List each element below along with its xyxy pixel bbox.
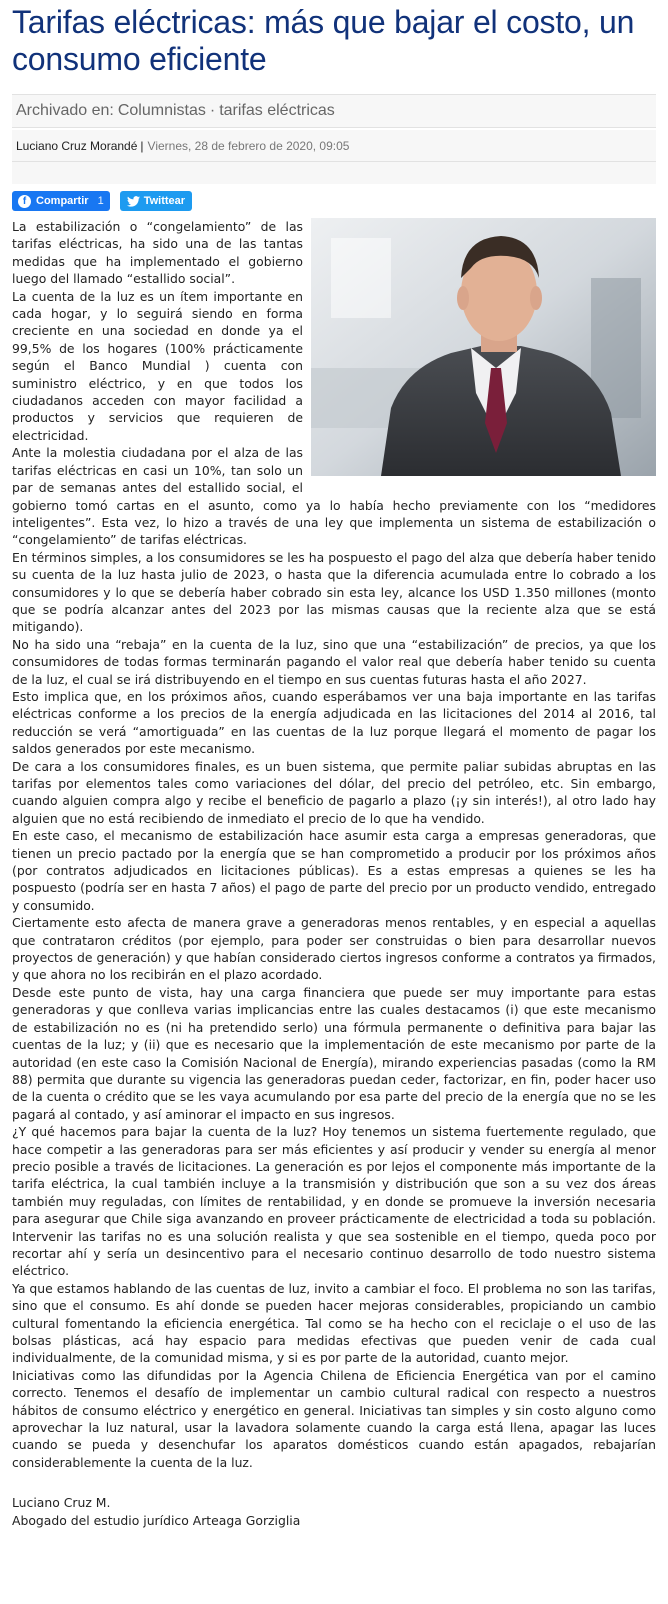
twitter-share-label: Twittear xyxy=(143,195,186,207)
article-paragraph: La cuenta de la luz es un ítem importante en cada hogar, y lo seguirá siendo en forma creciente en una sociedad en donde ya el 99,5% de los hogares (100% prácticamente según el Banco Mundial ) cuenta con suministro eléctrico, y en que todos los ciudadanos acceden con mayor facilidad a productos y servicios que requieren de electricidad. xyxy=(12,288,303,443)
article-paragraph: No ha sido una “rebaja” en la cuenta de la luz, sino que una “estabilización” de precios, ya que los consumidores de todas formas terminarán pagando el valor real que debería haber tenido su cuenta de la luz, el cual se irá distribuyendo en el tiempo en sus cuentas futuras hasta el año 2027. xyxy=(12,636,656,687)
article-paragraph: Ante la molestia ciudadana por el alza de las tarifas eléctricas en casi un 10%, tan solo un par de semanas antes del estallido social, el gobierno tomó cartas en el asunto, como ya lo había hecho previamente con los “medidores inteligentes”. Esta vez, lo hizo a través de una ley que implementa un sistema de estabilización o “congelamiento” de tarifas eléctricas. xyxy=(12,445,656,548)
article-paragraph: De cara a los consumidores finales, es un buen sistema, que permite paliar subidas abruptas en las tarifas por elementos tales como variaciones del dólar, del precio del petróleo, etc. Sin embargo, cuando alguien compra algo y recibe el beneficio de pagarlo a plazo (¡y sin interés!), al otro lado hay alguien que no está recibiendo de inmediato el precio de lo que ha vendido. xyxy=(12,758,656,826)
author-photo xyxy=(311,218,656,476)
byline xyxy=(12,130,656,162)
signature xyxy=(12,1494,656,1530)
category-link-tarifas-electricas[interactable]: tarifas eléctricas xyxy=(219,102,335,119)
facebook-share-button[interactable] xyxy=(12,191,110,211)
byline-date: Viernes, 28 de febrero de 2020, 09:05 xyxy=(147,138,350,153)
twitter-share-button[interactable] xyxy=(120,191,192,211)
category-separator: · xyxy=(209,102,216,119)
article-paragraph: Ya que estamos hablando de las cuentas de luz, invito a cambiar el foco. El problema no son las tarifas, sino que el consumo. Es ahí donde se pueden hacer mejoras considerables, propiciando un cambio cultural fomentando la eficiencia energética. Tal como se ha hecho con el reciclaje o el uso de las bolsas plásticas, acá hay espacio para medidas efectivas que pueden venir de cada cual individualmente, de la comunidad misma, y si es por parte de la autoridad, cuanto mejor. xyxy=(12,1280,656,1366)
article-paragraph: ¿Y qué hacemos para bajar la cuenta de la luz? Hoy tenemos un sistema fuertemente regulado, que hace competir a las generadoras para ser más eficientes y así producir y vender su energía al menor precio posible a través de licitaciones. La generación es por lejos el componente más importante de la tarifa eléctrica, la cual también incluye a la transmisión y distribución que son a su vez dos áreas también muy reguladas, con límites de rentabilidad, y en donde se promueve la inversión necesaria para asegurar que Chile siga avanzando en proveer prácticamente de electricidad a toda su población. Intervenir las tarifas no es una solución realista y que sea sostenible en el tiempo, queda poco por recortar ahí y sería un desincentivo para el necesario continuo desarrollo de todo nuestro sistema eléctrico. xyxy=(12,1124,656,1279)
article-paragraph: Iniciativas como las difundidas por la Agencia Chilena de Eficiencia Energética van por el camino correcto. Tenemos el desafío de implementar un cambio cultural radical con respecto a nuestros hábitos de consumo eléctrico y energético en general. Iniciativas tan simples y sin costo alguno como aprovechar la luz natural, usar la lavadora solamente cuando la carga está llena, apagar las luces cuando se pueda y desenchufar los aparatos domésticos cuando están apagados, rebajarían considerablemente la cuenta de la luz. xyxy=(12,1367,656,1470)
byline-author: Luciano Cruz Morandé xyxy=(16,138,138,153)
article-paragraph: Esto implica que, en los próximos años, cuando esperábamos ver una baja importante en las tarifas eléctricas conforme a los precios de la energía adjudicada en las licitaciones del 2014 al 2016, tal reducción se verá “amortiguada” en las cuentas de la luz porque llegará el momento de pagar los saldos generados por este mecanismo. xyxy=(12,688,656,757)
article-paragraph: En este caso, el mecanismo de estabilización hace asumir esta carga a empresas generadoras, que tienen un precio pactado por la energía que se han comprometido a producir por los próximos años (por contratos adjudicados en licitaciones públicas). Es a estas empresas a quienes se les ha pospuesto (podría ser en hasta 7 años) el pago de parte del precio por un producto vendido, entregado y consumido. xyxy=(12,828,656,913)
signature-name: Luciano Cruz M. xyxy=(12,1495,111,1511)
share-bar xyxy=(12,184,656,214)
article-paragraph: Desde este punto de vista, hay una carga financiera que puede ser muy importante para estas generadoras y que conlleva varias implicancias entre las cuales destacamos (i) que este mecanismo de estabilización no es (ni ha pretendido serlo) una fórmula permanente o definitiva para bajar las cuentas de la luz; y (ii) que es necesario que la implementación de este mecanismo por parte de la autoridad (en este caso la Comisión Nacional de Energía), mirando experiencias pasadas (como la RM 88) permita que durante su vigencia las generadoras puedan ceder, factorizar, en fin, poder hacer uso de la cuenta o crédito que se les vaya acumulando por esa parte del precio de la energía que no se les pagará al contado, y así aminorar el impacto en sus ingresos. xyxy=(12,984,656,1122)
facebook-share-label: Compartir xyxy=(36,195,89,207)
article-paragraph: Ciertamente esto afecta de manera grave a generadoras menos rentables, y en especial a aquellas que contrataron créditos (por ejemplo, para poder ser construidas o bien para desarrollar nuevos proyectos de generación) y que habían considerado ciertos ingresos conforme a contratos ya firmados, y que ahora no los recibirán en el plazo acordado. xyxy=(12,915,656,983)
archive-prefix: Archivado en: xyxy=(16,102,114,119)
archive-bar xyxy=(12,94,656,128)
byline-spacer xyxy=(12,162,656,184)
article-paragraph: La estabilización o “congelamiento” de las tarifas eléctricas, ha sido una de las tantas medidas que ha implementado el gobierno luego del llamado “estallido social”. xyxy=(12,219,303,287)
signature-role: Abogado del estudio jurídico Arteaga Gorziglia xyxy=(12,1513,301,1529)
page-title: Tarifas eléctricas: más que bajar el costo, un consumo eficiente xyxy=(12,4,635,77)
category-link-columnistas[interactable]: Columnistas xyxy=(117,102,206,119)
byline-separator: | xyxy=(140,138,144,153)
twitter-bird-icon xyxy=(127,196,140,207)
article-body xyxy=(12,218,656,1471)
facebook-share-count: 1 xyxy=(97,195,104,207)
article-paragraph: En términos simples, a los consumidores se les ha pospuesto el pago del alza que debería haber tenido su cuenta de la luz hasta julio de 2023, o hasta que la diferencia acumulada entre lo cobrado a los consumidores y lo que se debería haber cobrado sin esta ley, alcance los USD 1.350 millones (monto que se podría alcanzar antes del 2023 por las mismas causas que la reciente alza que se está mitigando). xyxy=(12,549,656,635)
facebook-icon: f xyxy=(18,195,31,208)
author-portrait-image xyxy=(311,218,656,476)
